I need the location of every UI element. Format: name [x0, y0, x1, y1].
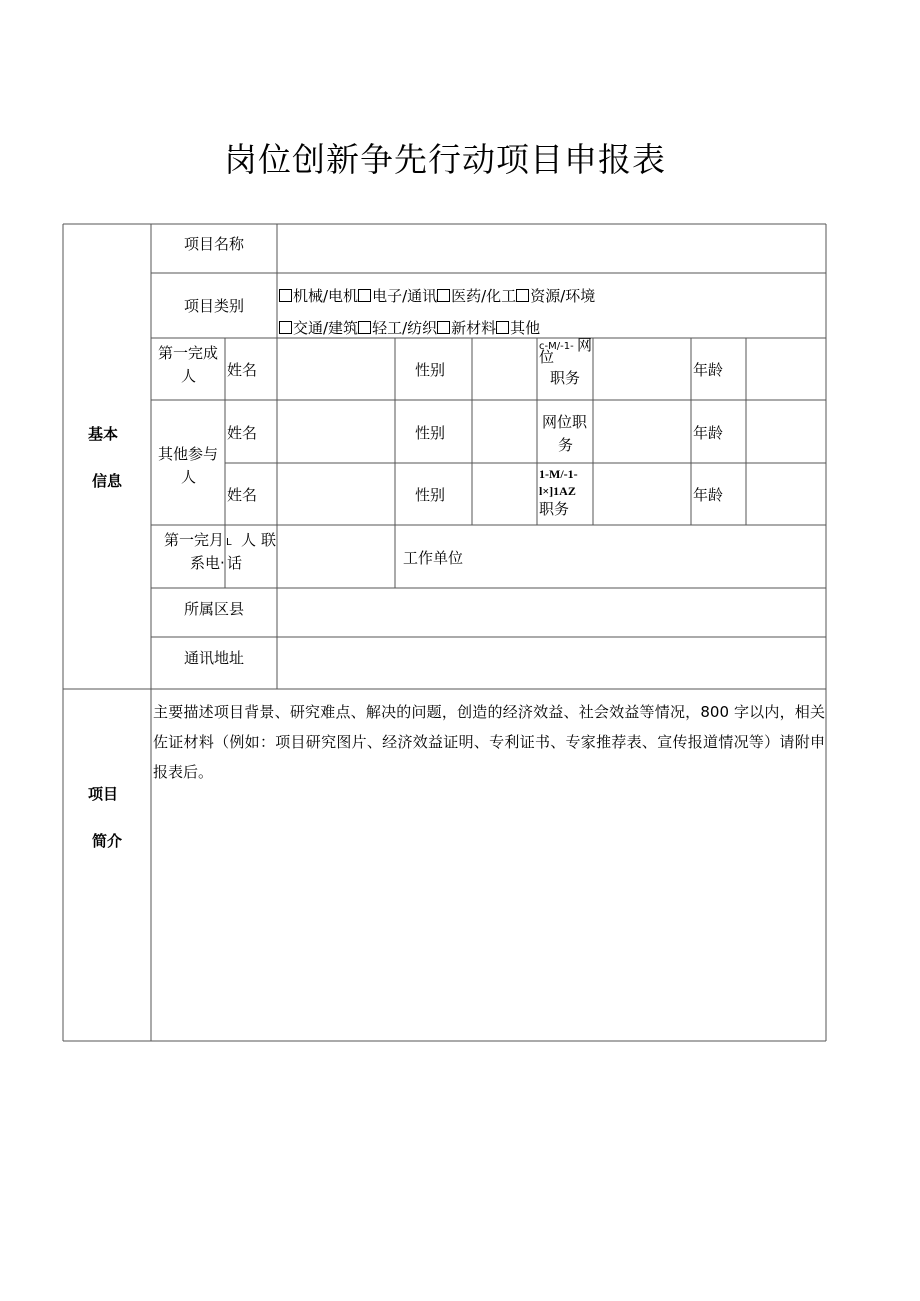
option-pharma: 医药/化工 — [451, 287, 517, 305]
row3-name-label: 姓名 — [227, 486, 258, 504]
other-participants-label-line1: 其他参与 — [158, 445, 219, 463]
option-transport: 交通/建筑 — [293, 319, 359, 337]
checkbox-new-materials[interactable] — [437, 321, 450, 334]
phone-label-lian: 联 — [261, 531, 277, 549]
row1-post-label-wang: 网 — [577, 336, 593, 354]
phone-label-l: L — [226, 537, 232, 548]
work-unit-label: 工作单位 — [403, 549, 464, 567]
other-participants-label-line2: 人 — [181, 468, 197, 486]
basic-info-label-bottom: 信息 — [92, 472, 123, 490]
form-title: 岗位创新争先行动项目申报表 — [224, 140, 666, 179]
row3-post-label-line3: 职务 — [539, 500, 570, 518]
category-options-line-1 — [279, 286, 595, 306]
option-electronics: 电子/通讯 — [372, 287, 438, 305]
row1-post-label-wei: 位 — [539, 348, 555, 366]
row1-post-label-zhiwu: 职务 — [550, 369, 581, 387]
option-light-industry: 轻工/纺织 — [372, 319, 438, 337]
basic-info-label-top: 基本 — [88, 425, 119, 443]
intro-label-top: 项目 — [88, 785, 119, 803]
phone-label-ren: 人 — [241, 531, 257, 549]
row1-gender-label: 性别 — [415, 361, 446, 379]
row3-post-label-line2: l×]1AZ — [539, 484, 576, 498]
checkbox-electronics[interactable] — [358, 289, 371, 302]
checkbox-pharma[interactable] — [437, 289, 450, 302]
option-machinery: 机械/电机 — [293, 287, 359, 305]
checkbox-light-industry[interactable] — [358, 321, 371, 334]
project-name-label: 项目名称 — [184, 235, 245, 253]
first-completer-label-line1: 第一完成 — [158, 344, 219, 362]
checkbox-other[interactable] — [496, 321, 509, 334]
first-completer-label-line2: 人 — [181, 367, 197, 385]
option-other: 其他 — [510, 319, 541, 337]
project-category-label: 项目类别 — [184, 297, 245, 315]
district-label: 所属区县 — [184, 600, 245, 618]
row1-post-label-small: c-M/-1- — [539, 341, 574, 352]
checkbox-transport[interactable] — [279, 321, 292, 334]
checkbox-resources[interactable] — [516, 289, 529, 302]
row1-age-label: 年龄 — [693, 361, 724, 379]
row1-name-label: 姓名 — [227, 361, 258, 379]
address-label: 通讯地址 — [184, 649, 245, 667]
phone-label-line1: 第一完月 — [164, 531, 225, 549]
row3-gender-label: 性别 — [415, 486, 446, 504]
row2-name-label: 姓名 — [227, 424, 258, 442]
row2-post-label-line2: 务 — [558, 436, 574, 454]
category-options-line-2 — [279, 318, 540, 338]
row2-age-label: 年龄 — [693, 424, 724, 442]
project-intro-instructions[interactable]: 主要描述项目背景、研究难点、解决的问题，创造的经济效益、社会效益等情况，800 字以内，相关佐证材料（例如：项目研究图片、经济效益证明、专利证书、专家推荐表、宣传报道情况等）请附申报表后。 — [153, 703, 825, 781]
row2-post-label-line1: 网位职 — [542, 413, 588, 431]
option-new-materials: 新材料 — [451, 319, 497, 337]
phone-label-hua: 话 — [227, 554, 243, 572]
phone-label-line2: 系电· — [190, 554, 225, 572]
row2-gender-label: 性别 — [415, 424, 446, 442]
checkbox-machinery[interactable] — [279, 289, 292, 302]
option-resources: 资源/环境 — [530, 287, 596, 305]
intro-label-bottom: 简介 — [92, 832, 123, 850]
row3-post-label-line1: 1-M/-1- — [539, 467, 578, 481]
row3-age-label: 年龄 — [693, 486, 724, 504]
